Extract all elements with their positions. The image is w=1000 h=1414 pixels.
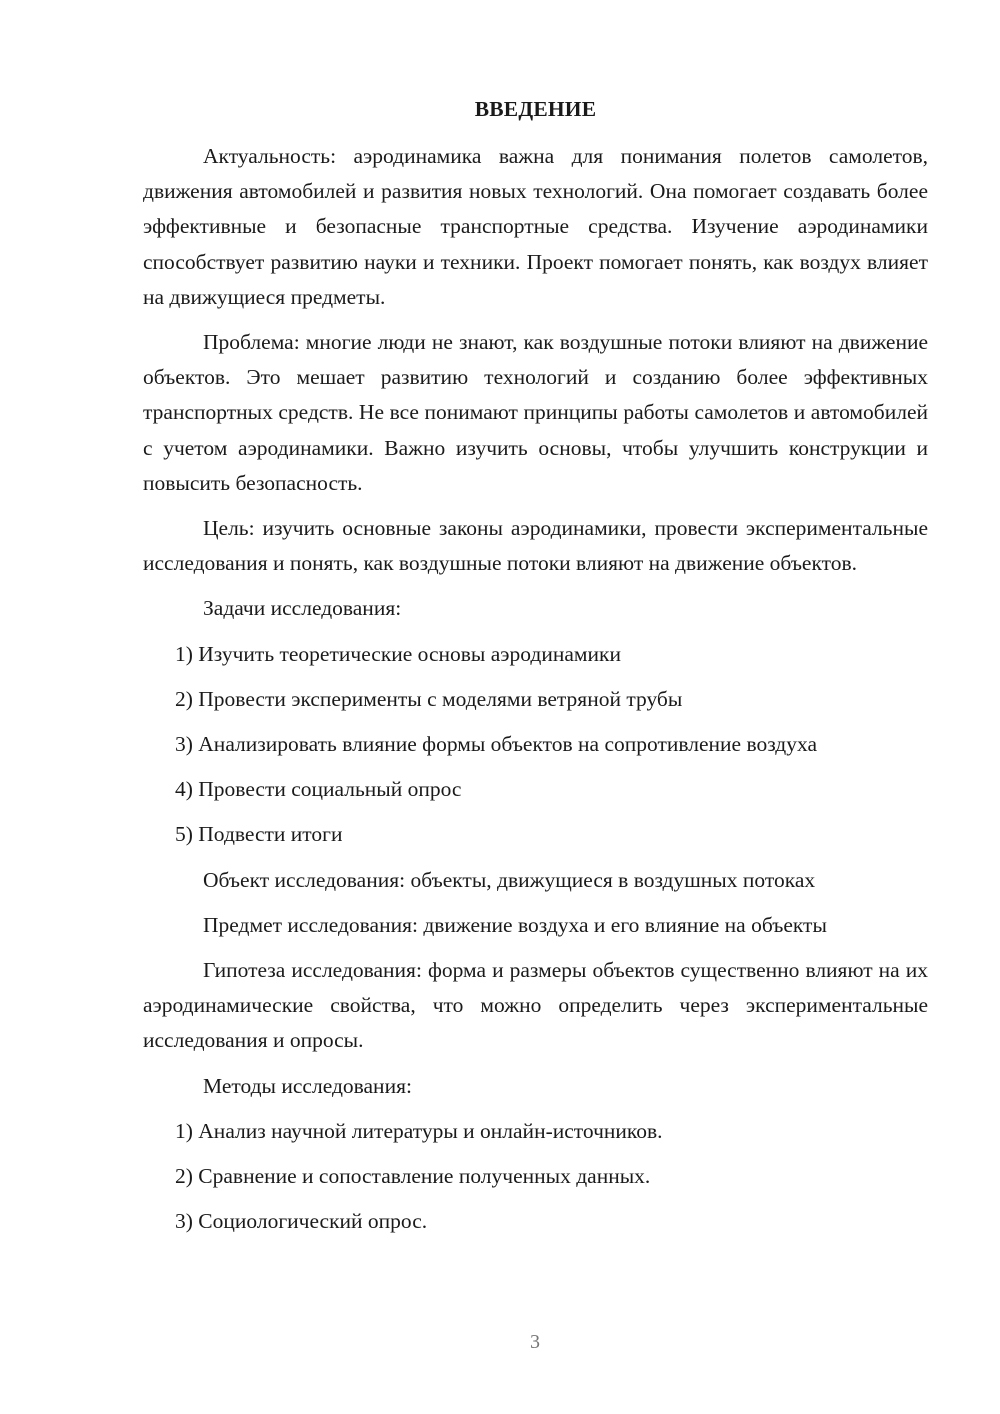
subject-paragraph: Предмет исследования: движение воздуха и его влияние на объекты xyxy=(203,912,827,937)
task-item: 5) Подвести итоги xyxy=(175,822,343,847)
hypothesis-paragraph: Гипотеза исследования: форма и размеры объектов существенно влияют на их аэродинамические свойства, что можно определить через экспериментальные исследования и опросы. xyxy=(143,958,928,1053)
method-item: 3) Социологический опрос. xyxy=(175,1209,428,1234)
task-item: 3) Анализировать влияние формы объектов на сопротивление воздуха xyxy=(175,732,817,757)
goal-paragraph: Цель: изучить основные законы аэродинамики, провести экспериментальные исследования и понять, как воздушные потоки влияют на движение объектов. xyxy=(143,516,928,576)
task-item: 2) Провести эксперименты с моделями ветряной трубы xyxy=(175,686,683,711)
tasks-heading: Задачи исследования: xyxy=(203,596,402,621)
method-item: 2) Сравнение и сопоставление полученных данных. xyxy=(175,1164,651,1189)
page-title: ВВЕДЕНИЕ xyxy=(474,97,597,121)
method-item: 1) Анализ научной литературы и онлайн-источников. xyxy=(175,1118,663,1143)
task-item: 1) Изучить теоретические основы аэродинамики xyxy=(175,641,621,666)
object-paragraph: Объект исследования: объекты, движущиеся в воздушных потоках xyxy=(203,867,816,892)
problem-paragraph: Проблема: многие люди не знают, как воздушные потоки влияют на движение объектов. Это мешает развитию технологий и созданию более эффективных транспортных средств. Не все понимают принципы работы самолетов и автомобилей с учетом аэродинамики. Важно изучить основы, чтобы улучшить конструкции и повысить безопасность. xyxy=(143,330,928,495)
task-item: 4) Провести социальный опрос xyxy=(175,777,462,802)
methods-heading: Методы исследования: xyxy=(203,1073,412,1098)
page-number: 3 xyxy=(530,1331,540,1353)
relevance-paragraph: Актуальность: аэродинамика важна для понимания полетов самолетов, движения автомобилей и развития новых технологий. Она помогает создавать более эффективные и безопасные транспортные средства. Изучение аэродинамики способствует развитию науки и техники. Проект помогает понять, как воздух влияет на движущиеся предметы. xyxy=(143,144,928,309)
document-page xyxy=(143,92,928,1249)
